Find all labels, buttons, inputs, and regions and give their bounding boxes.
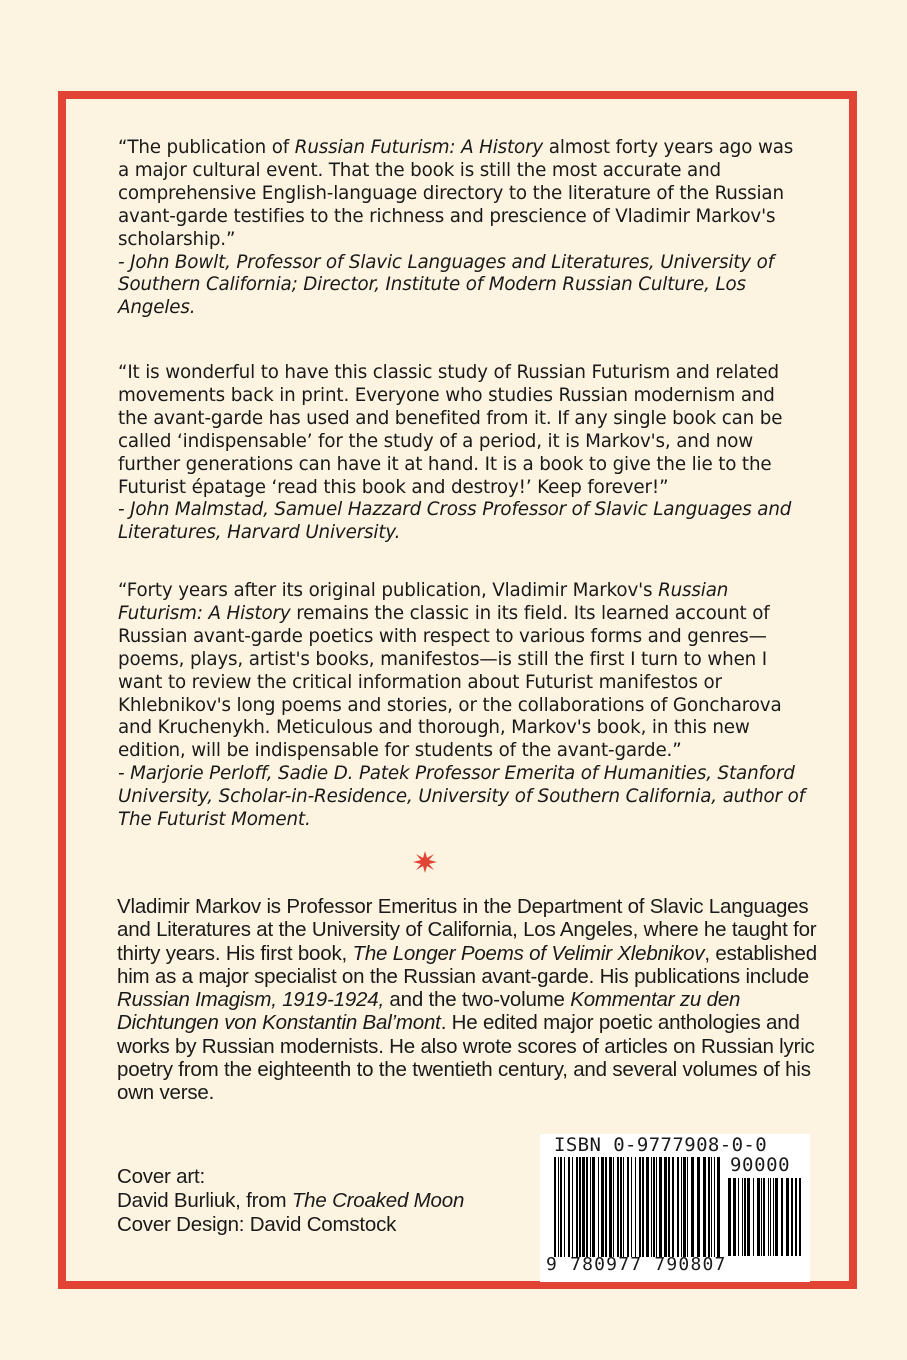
cover-credits	[117, 1165, 464, 1237]
book-title: Kommentar zu den Dichtungen von Konstantin Bal’mont	[117, 988, 741, 1035]
barcode-bar	[642, 1157, 644, 1257]
barcode-bar	[635, 1157, 636, 1257]
ean-number: 9 780977 790807	[546, 1254, 727, 1275]
barcode-bar	[773, 1178, 774, 1256]
book-title: Russian Futurism: A History	[294, 137, 544, 158]
barcode-bar	[687, 1157, 688, 1257]
blurb-quote-malmstad: “It is wonderful to have this classic study of Russian Futurism and related movements back in print. Everyone who studies Russian modernism and the avant-garde has used and benefited from it. If any single book can be called ‘indispensable’ for the study of a period, it is Markov's, and now further generations can have it at hand. It is a book to give the lie to the Futurist épatage ‘read this book and destroy!’ Keep forever!” - John Malmstad, Samuel Hazzard Cross Professor of Slavic Languages and Literatures, Harvard University.	[118, 362, 792, 544]
cover-design-credit: Cover Design: David Comstock	[117, 1213, 397, 1236]
barcode-bar	[708, 1157, 710, 1257]
book-title: Russian Futurism: A History	[118, 580, 729, 624]
barcode-bar	[656, 1157, 657, 1257]
barcode-bar	[564, 1157, 565, 1257]
barcode-bar	[579, 1157, 581, 1257]
barcode-bar	[791, 1178, 793, 1256]
barcode-bar	[627, 1157, 629, 1257]
barcode-bar	[568, 1157, 570, 1257]
barcode-bar	[598, 1157, 599, 1257]
quote-attribution: - John Bowlt, Professor of Slavic Languages and Literatures, University of Southern California; Director, Institute of Modern Russian Culture, Los Angeles.	[118, 251, 774, 319]
barcode-bar	[646, 1157, 649, 1257]
barcode-bar	[677, 1157, 679, 1257]
blurb-quote-perloff: “Forty years after its original publication, Vladimir Markov's Russian Futurism: A History remains the classic in its field. Its learned account of Russian avant-garde poetics with respect to various forms and genres—poems, plays, artist's books, manifestos—is still the first I turn to when I want to review the critical information about Futurist manifestos or Khlebnikov's long poems and stories, or the collaborations of Goncharova and Kruchenykh. Meticulous and thorough, Markov's book, in this new edition, will be indispensable for students of the avant-garde.” - Marjorie Perloff, Sadie D. Patek Professor Emerita of Humanities, Stanford University, Scholar-in-Residence, University of Southern California, author of The Futurist Moment.	[118, 580, 805, 831]
barcode-bar	[786, 1178, 789, 1256]
barcode-bar	[576, 1157, 578, 1257]
barcode-bar	[659, 1157, 662, 1257]
barcode-bar	[799, 1178, 801, 1256]
barcode-bar	[753, 1178, 754, 1256]
barcode-bar	[763, 1178, 765, 1256]
barcode-bar	[775, 1178, 778, 1256]
barcode-bar	[717, 1157, 720, 1257]
author-bio: Vladimir Markov is Professor Emeritus in the Department of Slavic Languages and Literatures at the University of California, Los Angeles, where he taught for thirty years. His first book, The Longer Poems of Velimir Xlebnikov, established him as a major specialist on the Russian avant-garde. His publications include Russian Imagism, 1919-1924, and the two-volume Kommentar zu den Dichtungen von Konstantin Bal’mont. He edited major poetic anthologies and works by Russian modernists. He also wrote scores of articles on Russian lyric poetry from the eighteenth to the twentieth century, and several volumes of his own verse.	[117, 895, 817, 1105]
barcode-bar	[714, 1157, 715, 1257]
barcode-bar	[613, 1157, 614, 1257]
barcode-bar	[711, 1157, 712, 1257]
barcode-bar	[681, 1157, 682, 1257]
book-title: The Longer Poems of Velimir Xlebnikov	[352, 941, 705, 965]
artwork-title: The Croaked Moon	[291, 1189, 465, 1212]
barcode-bar	[691, 1157, 694, 1257]
barcode-bar	[781, 1178, 783, 1256]
cover-artist: David Burliuk, from The Croaked Moon	[117, 1189, 465, 1212]
price-code: 90000	[730, 1154, 791, 1176]
barcode-bar	[590, 1157, 591, 1257]
barcode-bar	[672, 1157, 674, 1257]
barcode-bar	[757, 1178, 760, 1256]
star-burst-icon	[413, 851, 437, 873]
barcode-bar	[744, 1178, 746, 1256]
barcode-bar	[609, 1157, 612, 1257]
barcode-bar	[768, 1178, 769, 1256]
barcode-bar	[620, 1157, 622, 1257]
barcode-bar	[582, 1157, 585, 1257]
barcode-bar	[703, 1157, 706, 1257]
barcode-bar	[770, 1178, 771, 1256]
quote-attribution: - Marjorie Perloff, Sadie D. Patek Professor Emerita of Humanities, Stanford University, Scholar-in-Residence, University of Southern California, author of The Futurist Moment.	[118, 763, 805, 831]
barcode-bar	[586, 1157, 588, 1257]
addon-barcode-bars	[728, 1178, 802, 1256]
barcode-bar	[683, 1157, 686, 1257]
barcode-bar	[697, 1157, 700, 1257]
quote-attribution: - John Malmstad, Samuel Hazzard Cross Professor of Slavic Languages and Literatures, Harvard University.	[118, 499, 792, 544]
book-title: Russian Imagism, 1919-1924,	[117, 988, 384, 1012]
barcode-bar	[601, 1157, 604, 1257]
barcode-bars	[554, 1157, 720, 1257]
blurb-quote-bowlt: “The publication of Russian Futurism: A History almost forty years ago was a major cultural event. That the book is still the most accurate and comprehensive English-language directory to the literature of the Russian avant-garde testifies to the richness and prescience of Vladimir Markov's scholarship.” - John Bowlt, Professor of Slavic Languages and Literatures, University of Southern California; Director, Institute of Modern Russian Culture, Los Angeles.	[118, 137, 794, 319]
barcode-bar	[572, 1157, 573, 1257]
barcode-bar	[631, 1157, 632, 1257]
barcode-bar	[738, 1178, 739, 1256]
barcode-bar	[558, 1157, 559, 1257]
isbn-barcode	[540, 1134, 810, 1282]
barcode-bar	[617, 1157, 619, 1257]
cover-art-label: Cover art:	[117, 1165, 205, 1188]
barcode-bar	[742, 1178, 743, 1256]
barcode-bar	[747, 1178, 750, 1256]
barcode-bar	[733, 1178, 736, 1256]
barcode-bar	[560, 1157, 562, 1257]
isbn-number: ISBN 0-9777908-0-0	[554, 1134, 768, 1156]
barcode-bar	[668, 1157, 670, 1257]
barcode-bar	[623, 1157, 624, 1257]
barcode-bar	[639, 1157, 641, 1257]
barcode-bar	[728, 1178, 731, 1256]
barcode-bar	[653, 1157, 655, 1257]
barcode-bar	[761, 1178, 762, 1256]
barcode-bar	[605, 1157, 607, 1257]
barcode-bar	[795, 1178, 797, 1256]
barcode-bar	[592, 1157, 595, 1257]
barcode-bar	[664, 1157, 667, 1257]
barcode-bar	[651, 1157, 652, 1257]
barcode-bar	[554, 1157, 556, 1257]
